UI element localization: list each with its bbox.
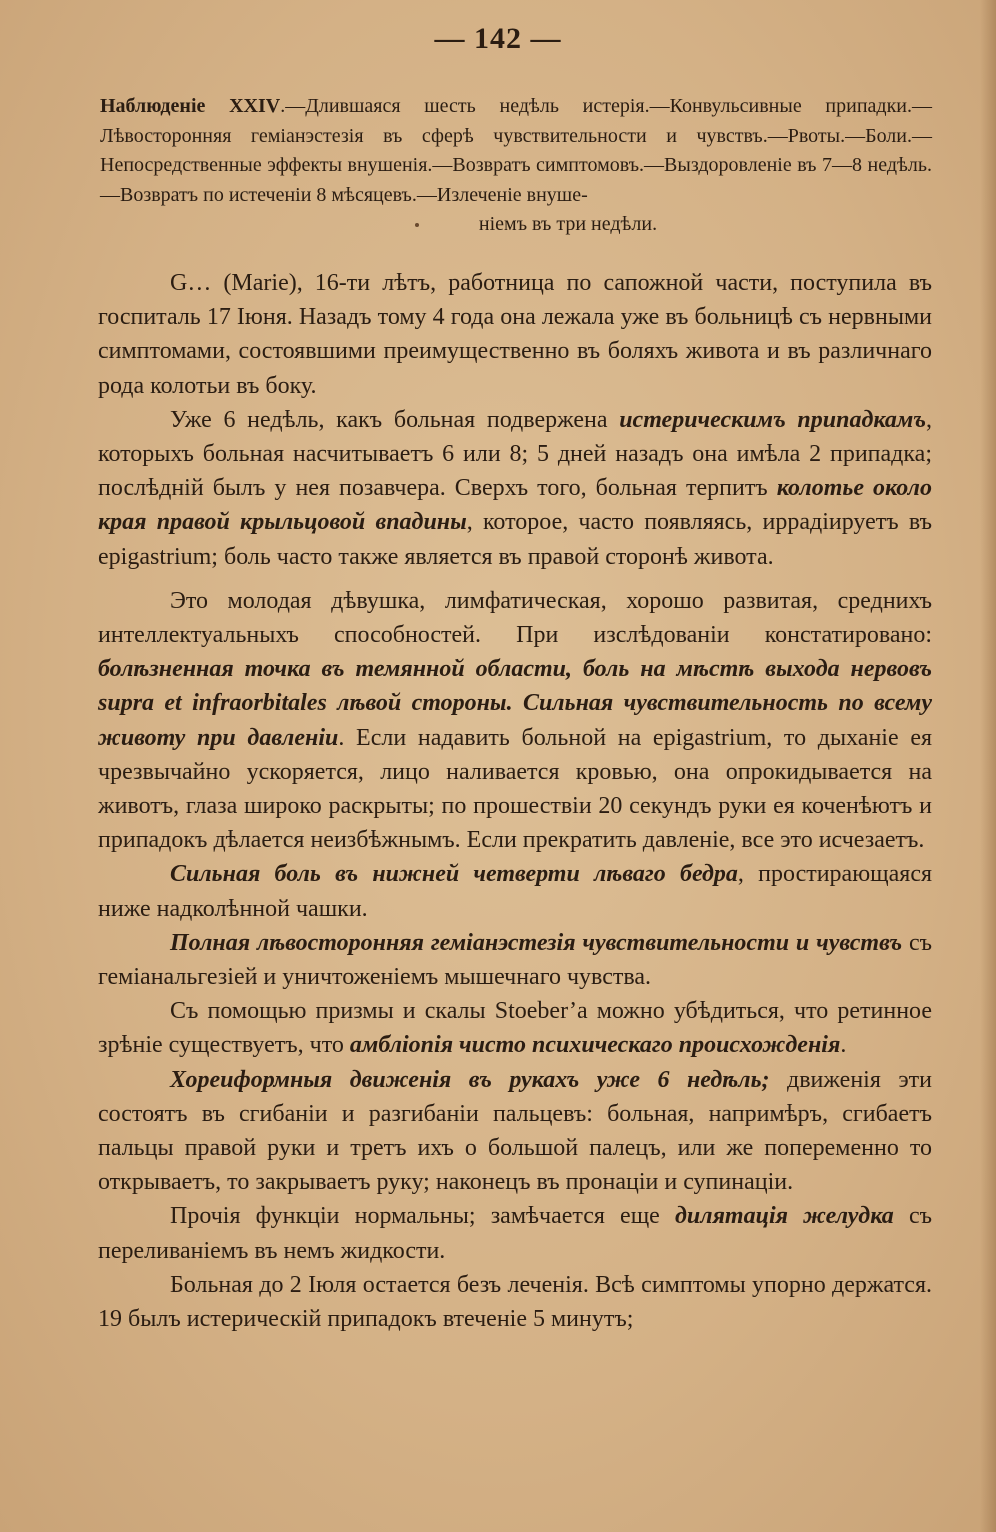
summary-last-line: ніемъ въ три недѣли.	[100, 210, 932, 240]
chapter-summary	[100, 92, 932, 240]
paragraph-7: Хореиформныя движенія въ рукахъ уже 6 недѣль; движенія эти состоятъ въ сгибаніи и разгибаніи пальцевъ: больная, напримѣръ, сгибаетъ пальцы правой руки и третъ ихъ о большой палецъ, или же попеременно то открываетъ, то закрываетъ руку; наконецъ въ пронаціи и супинаціи.	[98, 1066, 932, 1196]
emphasis: амбліопія чисто психическаго происхожденія	[349, 1032, 841, 1059]
page-edge-shadow	[980, 0, 996, 1532]
paragraph-4: Сильная боль въ нижней четверти лѣваго бедра, простирающаяся ниже надколѣнной чашки.	[98, 861, 933, 922]
paragraph-9: Больная до 2 Іюля остается безъ леченія. Всѣ симптомы упорно держатся. 19 былъ истерическій припадокъ втеченіе 5 минутъ;	[98, 1271, 932, 1333]
paragraph-3: Это молодая дѣвушка, лимфатическая, хорошо развитая, среднихъ интеллектуальныхъ способностей. При изслѣдованіи констатировано: болѣзненная точка въ темянной области, боль на мѣстѣ выхода нервовъ supra et infraorbitales лѣвой стороны. Сильная чувствительность по всему животу при давленіи. Если надавить больной на epigastrium, то дыханіе ея чрезвычайно ускоряется, лицо наливается кровью, она опрокидывается на животъ, глаза широко раскрыты; по прошествіи 20 секундъ руки ея коченѣютъ и припадокъ дѣлается неизбѣжнымъ. Если прекратить давленіе, все это исчезаетъ.	[98, 587, 933, 854]
paragraph-8: Прочія функціи нормальны; замѣчается еще дилятація желудка съ переливаніемъ въ немъ жидкости.	[98, 1203, 932, 1264]
ink-dot	[415, 223, 419, 227]
emphasis: болѣзненная точка въ темянной области, боль на мѣстѣ выхода нервовъ supra et infraorbitales лѣвой стороны. Сильная чувствительность по всему животу при давленіи	[98, 656, 932, 751]
paragraph-6: Съ помощью призмы и скалы Stoeber’а можно убѣдиться, что ретинное зрѣніе существуетъ, что амбліопія чисто психическаго происхожденія.	[98, 998, 932, 1059]
emphasis: Сильная боль въ нижней четверти лѣваго бедра	[170, 861, 738, 888]
emphasis: истерическимъ припадкамъ	[619, 406, 926, 433]
summary-text: .—Длившаяся шесть недѣль истерія.—Конвульсивные припадки.—Лѣвосторонняя геміанэстезія въ сферѣ чувствительности и чувствъ.—Рвоты.—Боли.—Непосредственные эффекты внушенія.—Возвратъ симптомовъ.—Выздоровленіе въ 7—8 недѣль.—Возвратъ по истеченіи 8 мѣсяцевъ.—Излеченіе внуше-	[100, 95, 933, 206]
emphasis: Хореиформныя движенія въ рукахъ уже 6 недѣль;	[170, 1066, 770, 1093]
page-number: — 142 —	[434, 22, 562, 55]
paragraph-1: G… (Marie), 16-ти лѣтъ, работница по сапожной части, поступила въ госпиталь 17 Іюня. Назадъ тому 4 года она лежала уже въ больницѣ съ нервными симптомами, состоявшими преимущественно въ боляхъ живота и въ различнаго рода колотьи въ боку.	[98, 270, 932, 399]
emphasis: дилятація желудка	[675, 1203, 894, 1230]
paragraph-2: Уже 6 недѣль, какъ больная подвержена истерическимъ припадкамъ, которыхъ больная насчитываетъ 6 или 8; 5 дней назадъ она имѣла 2 припадка; послѣдній былъ у нея позавчера. Сверхъ того, больная терпитъ колотье около края правой крыльцовой впадины, которое, часто появляясь, иррадіируетъ въ epigastrium; боль часто также является въ правой сторонѣ живота.	[98, 406, 932, 570]
paragraph-5: Полная лѣвосторонняя геміанэстезія чувствительности и чувствъ съ геміанальгезіей и уничтоженіемъ мышечнаго чувства.	[98, 929, 933, 991]
body-text	[98, 266, 932, 1336]
observation-label: Наблюденіе XXIV	[100, 95, 281, 117]
emphasis: Полная лѣвосторонняя геміанэстезія чувствительности и чувствъ	[170, 929, 903, 956]
emphasis: колотье около края правой крыльцовой впадины	[98, 475, 932, 536]
